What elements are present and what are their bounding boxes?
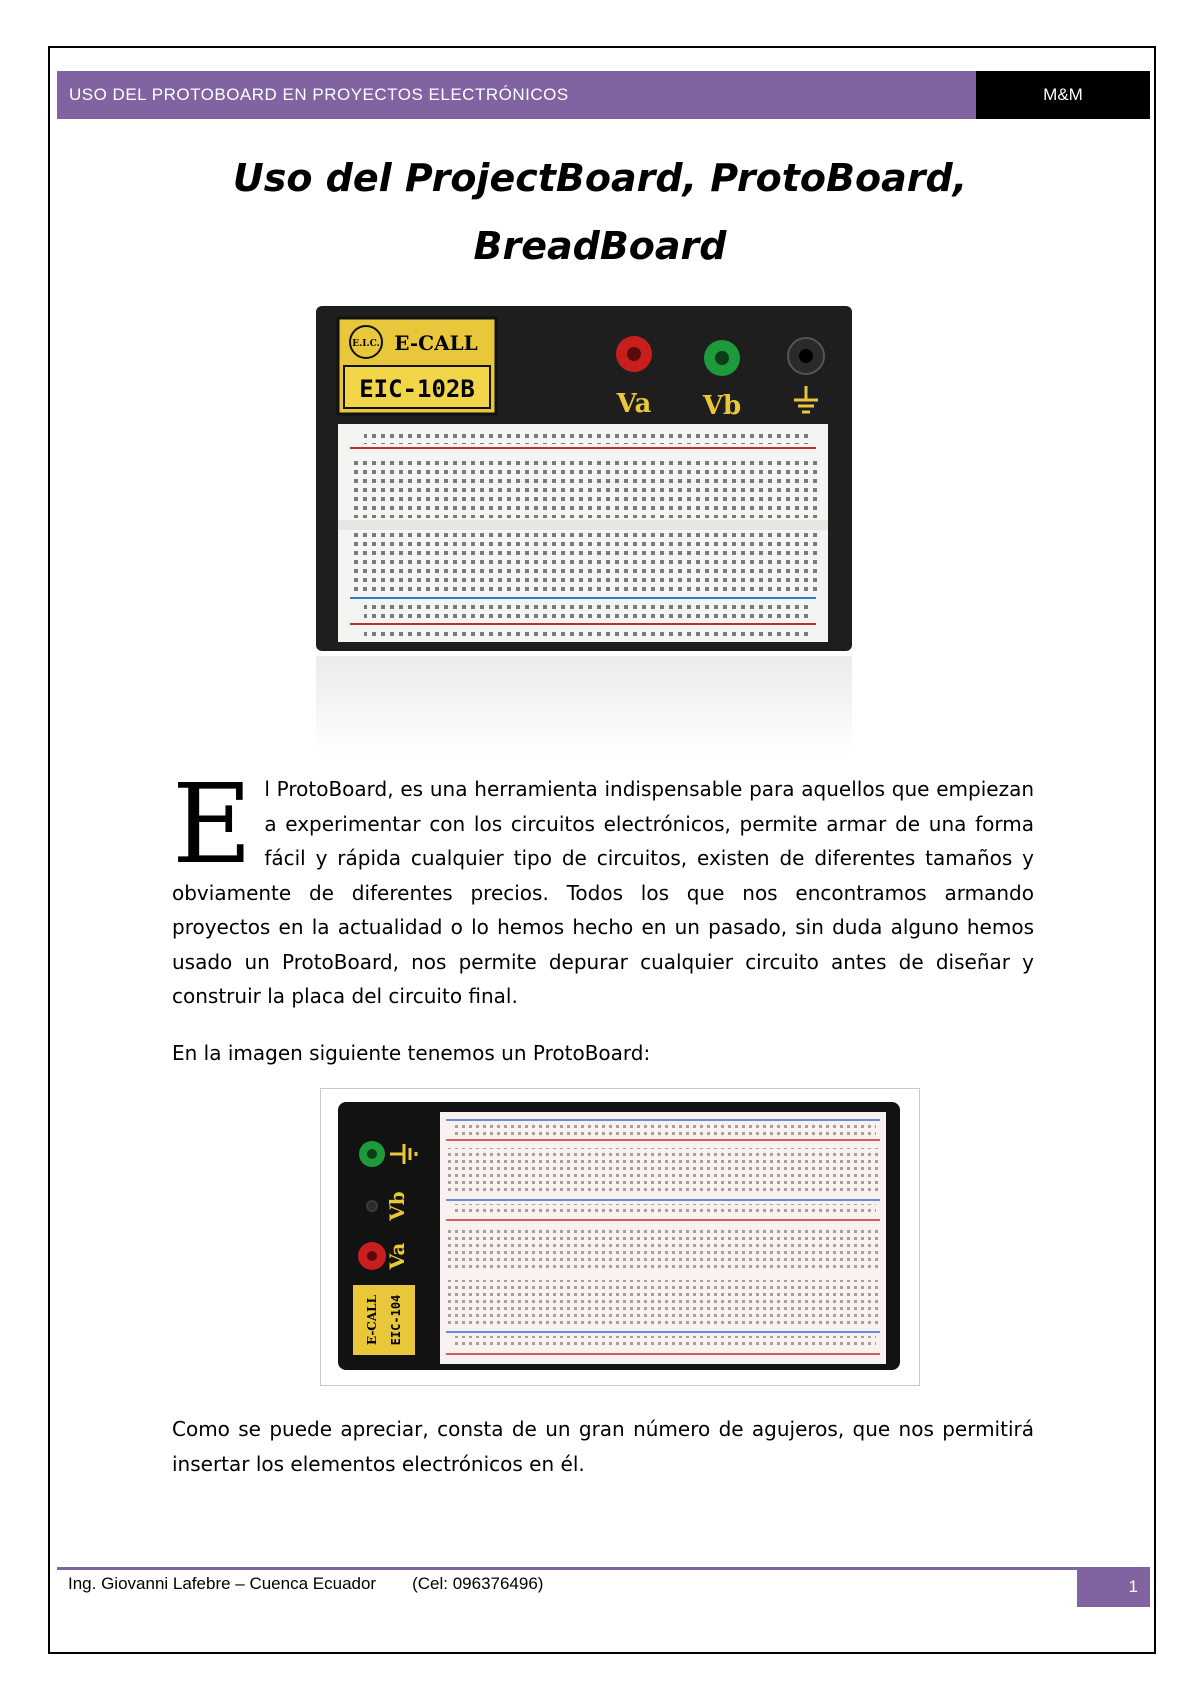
- footer-rule: [57, 1567, 1077, 1570]
- title-line-2: BreadBoard: [473, 224, 727, 268]
- brand-name: E-CALL: [365, 1294, 379, 1346]
- brand-name: E-CALL: [394, 331, 478, 355]
- header-title: USO DEL PROTOBOARD EN PROYECTOS ELECTRÓNICOS: [57, 71, 976, 119]
- footer-author: Ing. Giovanni Lafebre – Cuenca Ecuador: [68, 1574, 377, 1593]
- logo-text: E.I.C.: [352, 339, 380, 349]
- protoboard-photo-eic102b: [316, 306, 852, 756]
- photo-reflection: [316, 656, 852, 756]
- header-initials: M&M: [976, 71, 1150, 119]
- title-line-1: Uso del ProjectBoard, ProtoBoard,: [232, 156, 968, 200]
- model-label: EIC-104: [389, 1294, 403, 1346]
- footer-phone: (Cel: 096376496): [412, 1574, 544, 1593]
- brand-plate: [352, 1284, 416, 1356]
- intro-text: l ProtoBoard, es una herramienta indispensable para aquellos que empiezan a experimentar con los circuitos electrónicos, permite armar de una forma fácil y rápida cualquier tipo de circuitos, existen de diferentes tamaños y obviamente de diferentes precios. Todos los que nos encontramos armando proyectos en la actualidad o lo hemos hecho en un pasado, sin duda alguno hemos usado un ProtoBoard, nos permite depurar cualquier circuito antes de diseñar y construir la placa del circuito final.: [172, 777, 1034, 1008]
- document-title: [100, 144, 1100, 280]
- page-number: 1: [1077, 1567, 1150, 1607]
- conclusion-paragraph: Como se puede apreciar, consta de un gran número de agujeros, que nos permitirá insertar los elementos electrónicos en él.: [172, 1417, 1034, 1476]
- model-label: EIC-102B: [359, 375, 475, 403]
- image-caption: En la imagen siguiente tenemos un ProtoBoard:: [172, 1041, 651, 1065]
- intro-paragraph: [172, 760, 1034, 1014]
- drop-cap: E: [172, 760, 253, 888]
- vb-label: Vb: [702, 391, 742, 421]
- vb-label: Vb: [385, 1191, 409, 1221]
- va-label: Va: [385, 1242, 409, 1270]
- page-header: [57, 71, 1150, 119]
- page-footer: [68, 1574, 543, 1594]
- va-label: Va: [616, 389, 652, 419]
- protoboard-photo-eic104: [320, 1088, 920, 1386]
- black-terminal-icon: [367, 1201, 377, 1211]
